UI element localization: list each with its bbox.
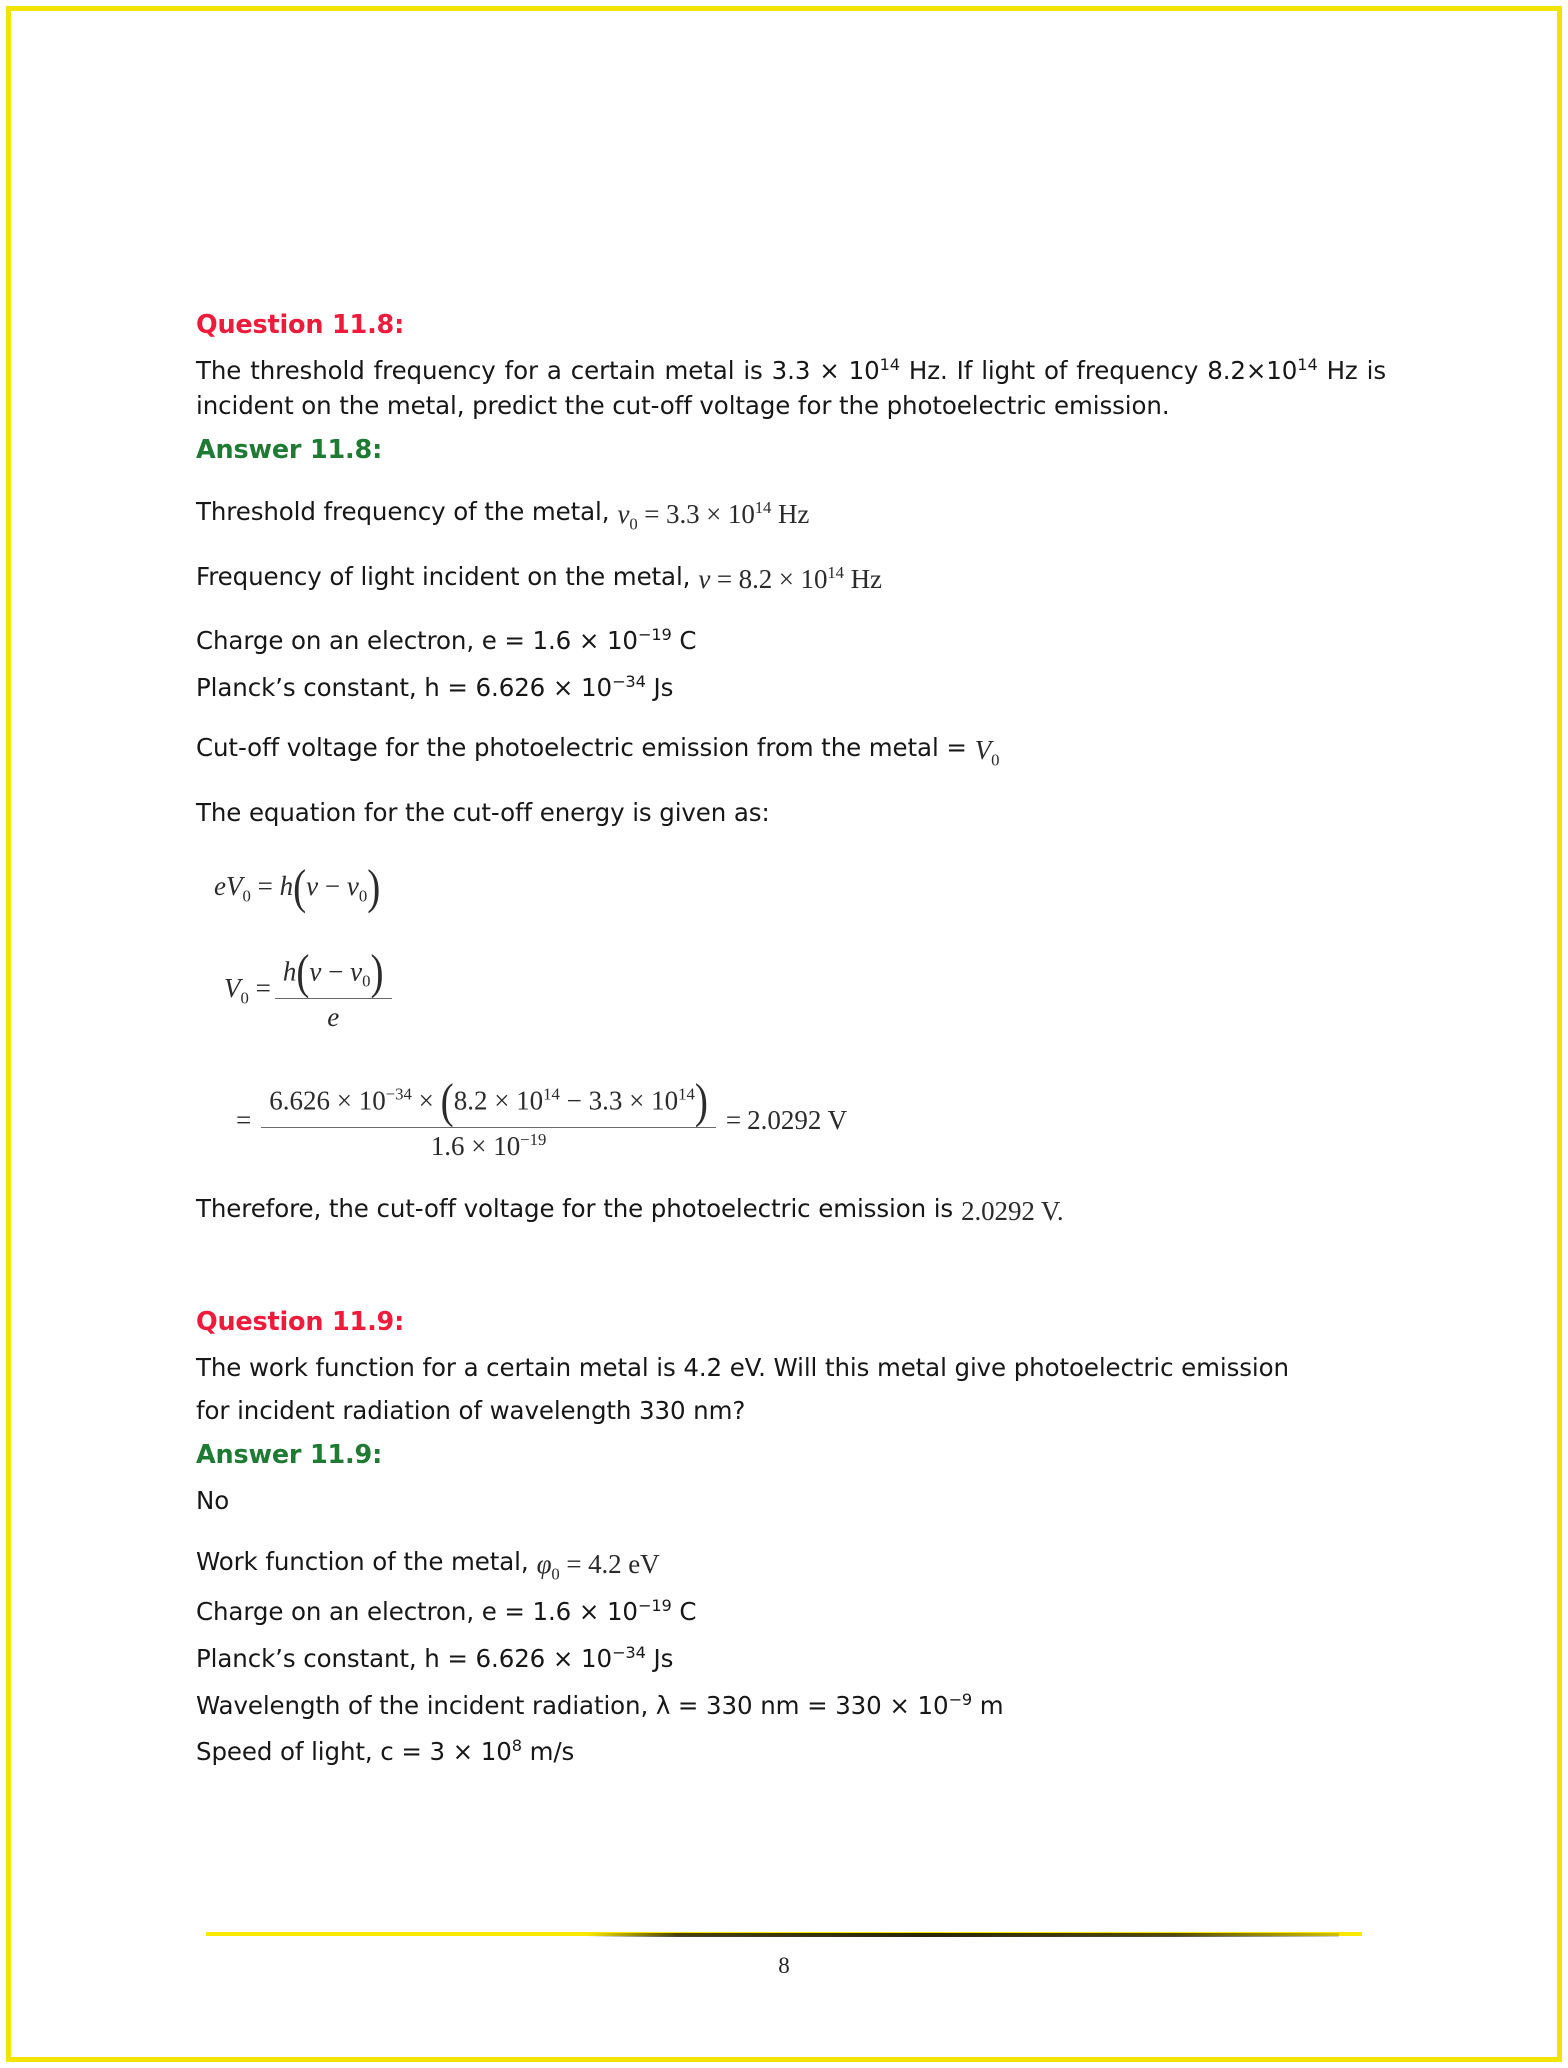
h-symbol: h	[279, 870, 294, 901]
fraction	[275, 945, 392, 1033]
threshold-frequency-math	[617, 495, 809, 533]
equation-cutoff-energy-math	[214, 860, 381, 914]
equals-sign: =	[236, 1104, 252, 1135]
q118-text-3: Hz is incident on the metal, predict the cut-off voltage for the photoelectric emission.	[196, 356, 1386, 421]
close-paren: )	[694, 1074, 708, 1128]
nu-exponent: 14	[754, 498, 772, 518]
wavelength-exponent: −9	[948, 1689, 973, 1709]
footer-dark-rule	[587, 1933, 1338, 1937]
wavelength-unit: m	[972, 1690, 1004, 1720]
planck-text: Planck’s constant, h = 6.626 × 10	[196, 1643, 612, 1673]
document-content	[196, 311, 1386, 1782]
planck-exponent: −34	[611, 671, 646, 691]
equation-v0-fraction	[224, 945, 1386, 1033]
answer-11-9-no: No	[196, 1486, 230, 1516]
planck-unit: Js	[645, 672, 674, 702]
h-symbol: h	[282, 955, 297, 986]
V-subscript: 0	[240, 988, 249, 1008]
close-paren: )	[370, 945, 384, 999]
cutoff-voltage-math	[975, 731, 1000, 769]
incident-frequency-math	[698, 560, 882, 598]
cutoff-voltage-line	[196, 731, 1386, 769]
charge-exponent: −19	[637, 1595, 672, 1615]
question-11-9-body-line-2: for incident radiation of wavelength 330 nm?	[196, 1395, 746, 1425]
spacer	[196, 479, 1386, 495]
equation-intro-line: The equation for the cut-off energy is given as:	[196, 797, 770, 827]
nu0-symbol: v	[346, 870, 359, 901]
speed-text: Speed of light, c = 3 × 10	[196, 1737, 512, 1767]
phi-equals-value: = 4.2 eV	[566, 1548, 660, 1579]
page-number: 8	[778, 1953, 790, 1978]
V-symbol: V	[224, 973, 241, 1004]
nu-subscript: 0	[629, 514, 638, 534]
planck-text: Planck’s constant, h = 6.626 × 10	[196, 672, 612, 702]
speed-unit: m/s	[521, 1737, 575, 1767]
freq-threshold-exponent: 14	[678, 1083, 695, 1103]
charge-value: 1.6 × 10	[430, 1130, 521, 1161]
V-subscript: 0	[991, 750, 1000, 770]
work-function-math	[537, 1545, 660, 1583]
equals-sign: =	[255, 973, 271, 1004]
charge-unit: C	[671, 625, 697, 655]
nu-equals-value: = 3.3 × 10	[644, 499, 755, 530]
close-paren: )	[367, 860, 381, 914]
charge-exponent: −19	[520, 1129, 547, 1149]
planck-constant-line-2	[196, 1642, 1386, 1677]
answer-11-9-heading: Answer 11.9:	[196, 1439, 383, 1470]
speed-exponent: 8	[511, 1736, 522, 1756]
freq-incident-value: 8.2 × 10	[453, 1084, 544, 1115]
conclusion-value: 2.0292 V.	[961, 1195, 1064, 1226]
V-symbol: V	[225, 870, 243, 901]
q118-text-2: Hz. If light of frequency 8.2×10	[899, 356, 1298, 386]
question-11-8-heading: Question 11.8:	[196, 310, 405, 340]
numeric-fraction	[261, 1074, 716, 1162]
nu-symbol: v	[698, 563, 711, 594]
q118-exp-1: 14	[879, 355, 900, 375]
freq-incident-exponent: 14	[543, 1083, 560, 1103]
fraction-numerator	[275, 945, 392, 999]
result-equals-sign: =	[725, 1104, 742, 1135]
nu-equals-value: = 8.2 × 10	[716, 563, 828, 594]
footer-divider	[206, 1929, 1362, 1939]
freq-threshold-value: 3.3 × 10	[588, 1084, 679, 1115]
conclusion-11-8-line	[196, 1192, 1386, 1230]
charge-text: Charge on an electron, e = 1.6 × 10	[196, 625, 638, 655]
phi-subscript: 0	[551, 1564, 560, 1584]
planck-constant-line	[196, 671, 1386, 706]
charge-text: Charge on an electron, e = 1.6 × 10	[196, 1597, 638, 1627]
question-11-8-body	[196, 354, 1386, 424]
nu-unit: Hz	[850, 563, 882, 594]
threshold-frequency-line	[196, 495, 1386, 533]
incident-frequency-label: Frequency of light incident on the metal,	[196, 561, 691, 591]
cutoff-voltage-label: Cut-off voltage for the photoelectric emission from the metal =	[196, 733, 967, 763]
minus-sign: −	[566, 1084, 582, 1115]
V-subscript: 0	[242, 886, 251, 906]
result-value: 2.0292 V	[747, 1104, 848, 1135]
times-sign: ×	[418, 1084, 434, 1115]
work-function-label: Work function of the metal,	[196, 1546, 529, 1576]
speed-of-light-line	[196, 1735, 1386, 1770]
minus-sign: −	[328, 955, 344, 986]
planck-exponent: −34	[385, 1083, 412, 1103]
planck-unit: Js	[645, 1643, 674, 1673]
equation-cutoff-energy	[214, 860, 1386, 914]
charge-unit: C	[671, 1597, 697, 1627]
phi-symbol: φ	[536, 1548, 552, 1579]
equation-numeric-math	[236, 1074, 1386, 1162]
nu-exponent: 14	[827, 562, 844, 582]
minus-sign: −	[324, 870, 341, 901]
open-paren: (	[293, 860, 307, 914]
nu0-subscript: 0	[358, 886, 368, 906]
equation-v0-math	[224, 945, 396, 1032]
V-symbol: V	[974, 735, 992, 766]
fraction-denominator	[275, 999, 392, 1033]
charge-exponent: −19	[637, 624, 672, 644]
equals-sign: =	[257, 870, 273, 901]
e-symbol: e	[214, 870, 226, 901]
numeric-numerator	[261, 1074, 716, 1128]
page-border	[6, 6, 1562, 2062]
q118-exp-2: 14	[1297, 355, 1318, 375]
nu0-symbol: v	[350, 955, 363, 986]
wavelength-line	[196, 1689, 1386, 1724]
page-footer	[11, 1929, 1557, 1979]
planck-exponent: −34	[611, 1642, 646, 1662]
open-paren: (	[440, 1074, 454, 1128]
nu-unit: Hz	[777, 499, 810, 530]
nu-symbol: v	[309, 955, 322, 986]
conclusion-text: Therefore, the cut-off voltage for the photoelectric emission is	[196, 1193, 954, 1223]
incident-frequency-line	[196, 560, 1386, 598]
e-symbol: e	[327, 1001, 340, 1032]
nu-symbol: v	[617, 499, 630, 530]
charge-electron-line-2	[196, 1595, 1386, 1630]
q118-text-1: The threshold frequency for a certain metal is 3.3 × 10	[196, 356, 880, 386]
work-function-line	[196, 1545, 1386, 1583]
nu-symbol: v	[306, 870, 319, 901]
open-paren: (	[296, 945, 310, 999]
question-11-9-body-line-1: The work function for a certain metal is 4.2 eV. Will this metal give photoelectric emission	[196, 1353, 1289, 1383]
planck-value: 6.626 × 10	[269, 1084, 386, 1115]
equation-numeric-evaluation	[236, 1074, 1386, 1162]
nu0-subscript: 0	[362, 971, 371, 991]
answer-11-8-heading: Answer 11.8:	[196, 434, 383, 465]
spacer	[196, 1256, 1386, 1308]
question-11-9-heading: Question 11.9:	[196, 1306, 405, 1337]
threshold-frequency-label: Threshold frequency of the metal,	[196, 497, 610, 527]
numeric-denominator	[261, 1128, 716, 1162]
charge-electron-line	[196, 624, 1386, 659]
wavelength-text: Wavelength of the incident radiation, λ = 330 nm = 330 × 10	[196, 1690, 949, 1720]
